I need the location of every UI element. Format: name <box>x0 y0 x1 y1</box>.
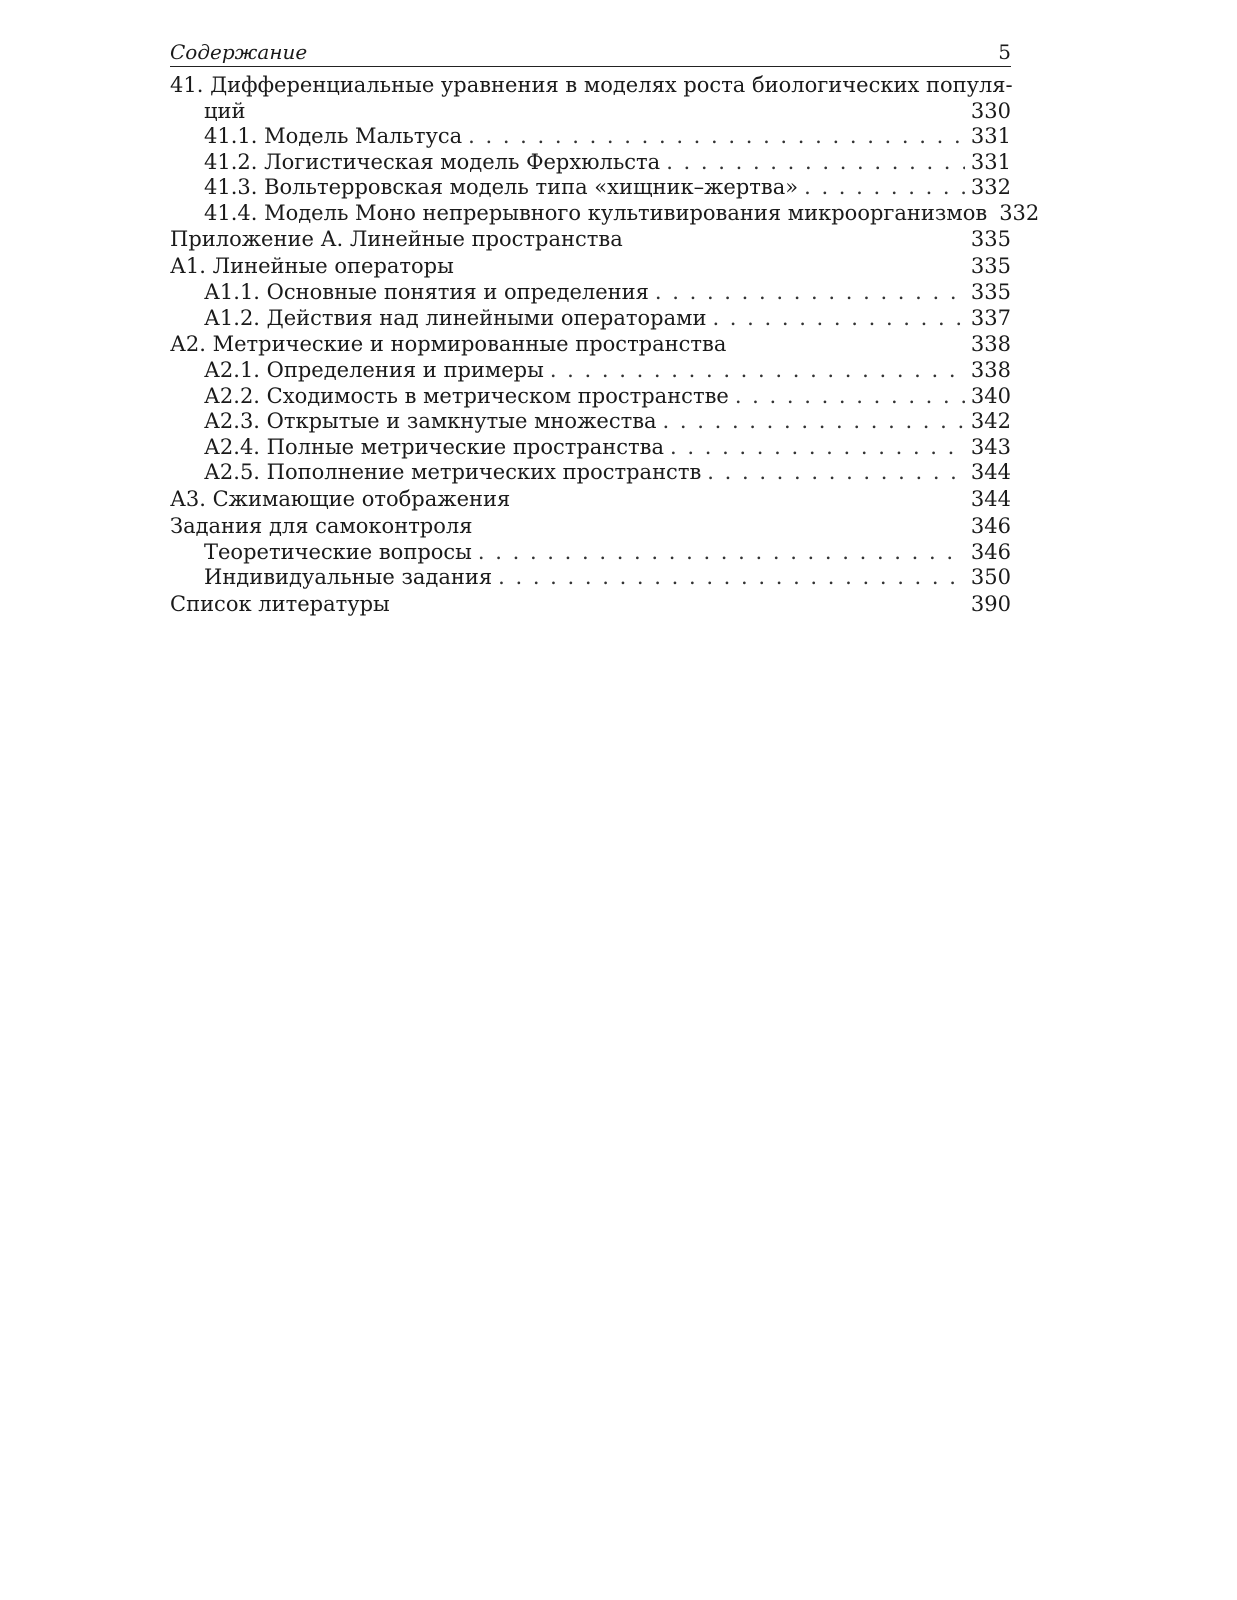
toc-entry-label: А2.4. Полные метрические пространства <box>204 434 665 459</box>
toc-entry-individual-tasks[interactable] <box>170 565 1011 591</box>
toc-entry-self-check-tasks[interactable] <box>170 513 1011 540</box>
toc-entry-a3[interactable] <box>170 486 1011 513</box>
toc-entry-label-continued: ций <box>204 98 246 123</box>
toc-entry-section-41-2[interactable] <box>170 150 1011 176</box>
dot-leader <box>666 150 965 176</box>
toc-entry-page: 330 <box>970 98 1011 123</box>
toc-entry-section-41-3[interactable] <box>170 175 1011 201</box>
toc-entry-label: Список литературы <box>170 591 390 616</box>
toc-entry-page: 346 <box>970 513 1011 538</box>
toc-entry-label: А3. Сжимающие отображения <box>170 486 511 511</box>
toc-entry-label: А1. Линейные операторы <box>170 254 454 278</box>
toc-entry-page: 344 <box>970 460 1011 484</box>
document-page <box>170 40 1040 618</box>
dot-leader <box>663 409 965 435</box>
toc-entry-label: А2.5. Пополнение метрических пространств <box>204 460 702 484</box>
toc-entry-page: 344 <box>970 486 1011 511</box>
toc-entry-page: 332 <box>999 200 1040 225</box>
toc-entry-label: Теоретические вопросы <box>204 539 472 564</box>
running-header <box>170 40 1011 67</box>
toc-entry-page: 331 <box>970 124 1011 148</box>
toc-entry-appendix-a[interactable] <box>170 226 1011 253</box>
toc-entry-section-41-4[interactable] <box>170 200 1040 227</box>
toc-entry-a2-5[interactable] <box>170 460 1011 486</box>
toc-entry-page: 342 <box>970 409 1011 433</box>
toc-entry-a1-1[interactable] <box>170 280 1011 306</box>
toc-entry-a1-2[interactable] <box>170 306 1011 332</box>
toc-entry-a2-2[interactable] <box>170 384 1011 410</box>
toc-entry-label: А2.2. Сходимость в метрическом пространстве <box>204 383 729 408</box>
toc-entry-page: 335 <box>970 254 1011 278</box>
toc-entry-label: Задания для самоконтроля <box>170 513 473 538</box>
toc-entry-label: Приложение А. Линейные пространства <box>170 227 623 251</box>
toc-entry-label: 41.3. Вольтерровская модель типа «хищник–жертва» <box>204 175 799 199</box>
toc-entry-section-41-1[interactable] <box>170 124 1011 150</box>
toc-entry-label: А2.3. Открытые и замкнутые множества <box>204 409 657 433</box>
toc-entry-a2-4[interactable] <box>170 435 1011 461</box>
toc-entry-label: А1.1. Основные понятия и определения <box>204 280 649 304</box>
toc-entry-page: 335 <box>970 227 1011 251</box>
dot-leader <box>478 540 965 566</box>
toc-entry-label: Индивидуальные задания <box>204 565 493 589</box>
dot-leader <box>712 306 964 332</box>
toc-entry-label: А2. Метрические и нормированные пространства <box>170 332 727 356</box>
toc-entry-page: 390 <box>970 591 1011 616</box>
page-number: 5 <box>998 40 1011 64</box>
dot-leader <box>655 280 965 306</box>
toc-entry-label: 41. Дифференциальные уравнения в моделях роста биологических популя- <box>170 73 1013 97</box>
dot-leader <box>670 435 965 461</box>
toc-entry-bibliography[interactable] <box>170 591 1011 618</box>
toc-entry-page: 350 <box>970 565 1011 589</box>
toc-entry-page: 332 <box>970 175 1011 199</box>
toc-entry-page: 335 <box>970 280 1011 304</box>
toc-entry-a1[interactable] <box>170 253 1011 280</box>
table-of-contents <box>170 73 1040 618</box>
toc-entry-page: 343 <box>970 434 1011 459</box>
toc-entry-page: 338 <box>970 332 1011 356</box>
toc-entry-a2-1[interactable] <box>170 358 1011 384</box>
toc-entry-label: А2.1. Определения и примеры <box>204 358 544 382</box>
toc-entry-page: 340 <box>970 383 1011 408</box>
dot-leader <box>735 384 965 410</box>
toc-entry-a2-3[interactable] <box>170 409 1011 435</box>
toc-entry-a2[interactable] <box>170 331 1011 358</box>
dot-leader <box>498 565 965 591</box>
running-header-title: Содержание <box>170 40 308 64</box>
toc-entry-label: 41.2. Логистическая модель Ферхюльста <box>204 149 661 174</box>
dot-leader <box>550 358 965 384</box>
toc-entry-page: 331 <box>970 149 1011 174</box>
toc-entry-label: А1.2. Действия над линейными операторами <box>204 305 707 330</box>
toc-entry-chapter-41[interactable] <box>170 73 1011 124</box>
toc-entry-label: 41.4. Модель Моно непрерывного культивирования микроорганизмов <box>204 200 988 225</box>
toc-entry-page: 346 <box>970 539 1011 564</box>
toc-entry-page: 337 <box>970 305 1011 330</box>
dot-leader <box>804 175 965 201</box>
dot-leader <box>468 124 965 150</box>
toc-entry-theory-questions[interactable] <box>170 540 1011 566</box>
dot-leader <box>707 460 965 486</box>
toc-entry-label: 41.1. Модель Мальтуса <box>204 124 463 148</box>
toc-entry-page: 338 <box>970 358 1011 382</box>
